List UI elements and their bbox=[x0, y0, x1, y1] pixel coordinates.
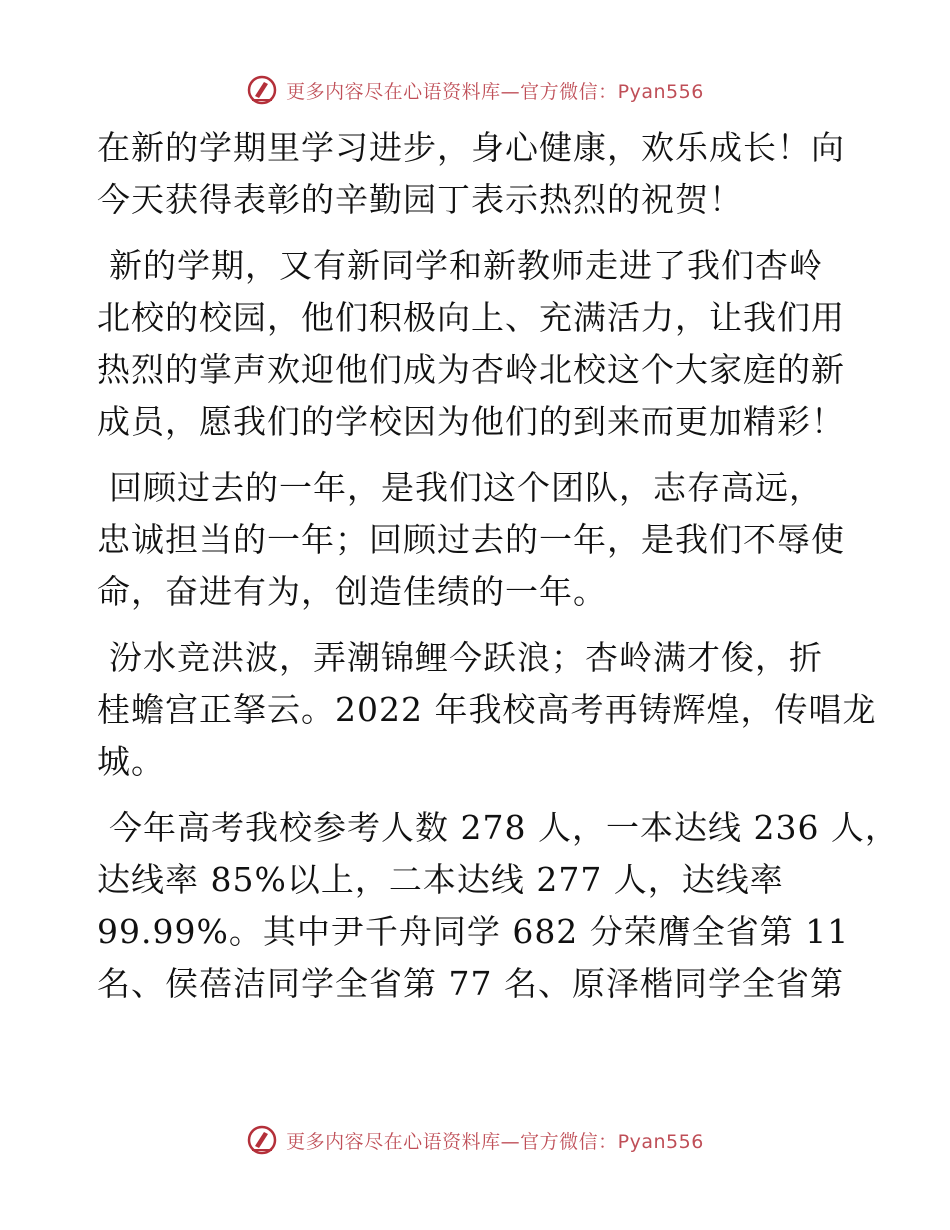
text-line: 名、侯蓓洁同学全省第 77 名、原泽楷同学全省第 bbox=[97, 964, 844, 1003]
document-body bbox=[97, 122, 899, 1024]
text-line: 达线率 85%以上，二本达线 277 人，达线率 bbox=[97, 860, 784, 899]
text-line: 城。 bbox=[97, 742, 165, 781]
text-line: 热烈的掌声欢迎他们成为杏岭北校这个大家庭的新 bbox=[97, 350, 845, 389]
text-line: 桂蟾宫正拏云。2022 年我校高考再铸辉煌，传唱龙 bbox=[97, 690, 877, 729]
text-line: 今天获得表彰的辛勤园丁表示热烈的祝贺！ bbox=[97, 180, 743, 219]
text-line: 成员，愿我们的学校因为他们的到来而更加精彩！ bbox=[97, 402, 845, 441]
text-line: 忠诚担当的一年；回顾过去的一年，是我们不辱使 bbox=[97, 520, 845, 559]
watermark-text: 更多内容尽在心语资料库—官方微信：Pyan556 bbox=[286, 1130, 704, 1153]
watermark-logo-icon bbox=[246, 1124, 278, 1156]
text-line: 回顾过去的一年，是我们这个团队，志存高远， bbox=[109, 468, 823, 507]
paragraph bbox=[97, 122, 857, 226]
text-line: 北校的校园，他们积极向上、充满活力，让我们用 bbox=[97, 298, 845, 337]
paragraph bbox=[97, 240, 857, 448]
paragraph bbox=[97, 462, 857, 618]
watermark-header bbox=[0, 70, 950, 110]
paragraph bbox=[97, 632, 877, 788]
watermark-text: 更多内容尽在心语资料库—官方微信：Pyan556 bbox=[286, 80, 704, 103]
watermark-footer bbox=[0, 1120, 950, 1160]
text-line: 新的学期，又有新同学和新教师走进了我们杏岭 bbox=[109, 246, 823, 285]
watermark-logo-icon bbox=[246, 74, 278, 106]
paragraph bbox=[97, 802, 899, 1010]
text-line: 汾水竞洪波，弄潮锦鲤今跃浪；杏岭满才俊，折 bbox=[109, 638, 823, 677]
text-line: 99.99%。其中尹千舟同学 682 分荣膺全省第 11 bbox=[97, 912, 850, 951]
text-line: 在新的学期里学习进步，身心健康，欢乐成长！向 bbox=[97, 128, 845, 167]
text-line: 今年高考我校参考人数 278 人，一本达线 236 人， bbox=[109, 808, 899, 847]
text-line: 命，奋进有为，创造佳绩的一年。 bbox=[97, 572, 607, 611]
